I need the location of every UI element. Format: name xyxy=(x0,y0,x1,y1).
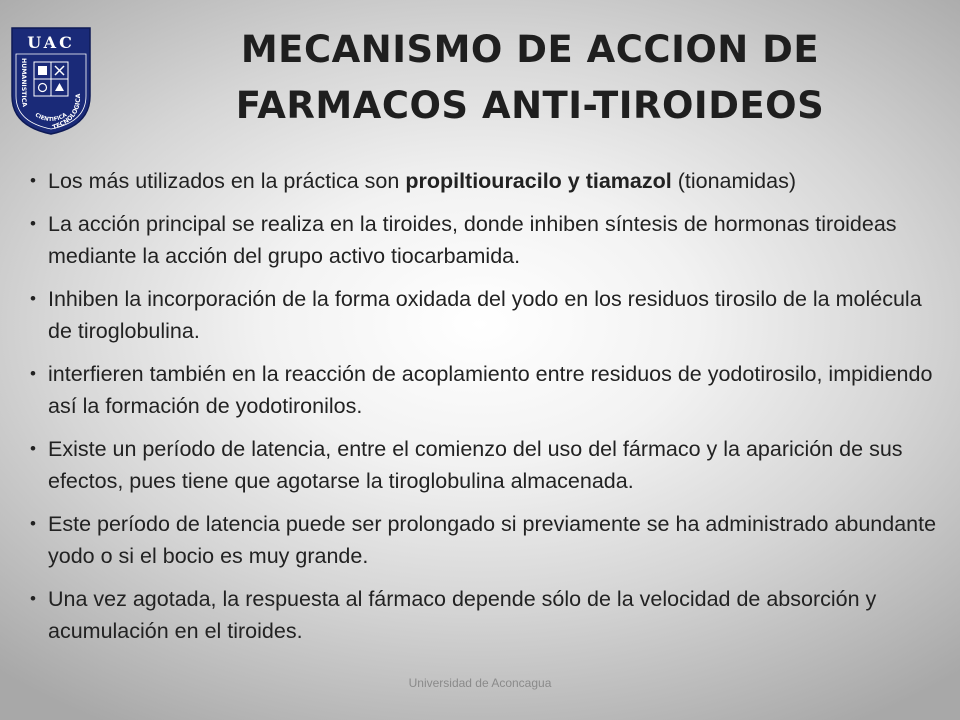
bullet-dot-icon: • xyxy=(30,171,36,190)
bullet-text: Una vez agotada, la respuesta al fármaco depende sólo de la velocidad de absorción y acumulación en el tiroides. xyxy=(48,587,877,643)
svg-text:HUMANISTICA xyxy=(20,58,28,108)
logo-label: UAC xyxy=(27,33,75,52)
bullet-dot-icon: • xyxy=(30,364,36,383)
slide-title-line-1: MECANISMO DE ACCION DE xyxy=(240,28,820,71)
bullet-text: Este período de latencia puede ser prolongado si previamente se ha administrado abundante yodo o si el bocio es muy grande. xyxy=(48,512,937,568)
bullet-item xyxy=(30,283,945,347)
bullet-text: La acción principal se realiza en la tiroides, donde inhiben síntesis de hormonas tiroideas mediante la acción del grupo activo tiocarbamida. xyxy=(48,212,897,268)
bullet-dot-icon: • xyxy=(30,214,36,233)
bullet-item xyxy=(30,433,945,497)
slide-footer: Universidad de Aconcagua xyxy=(408,676,552,690)
bullet-text-post: (tionamidas) xyxy=(671,169,796,193)
logo-arc-bottom: CIENTIFICA xyxy=(33,112,69,124)
bullet-dot-icon: • xyxy=(30,589,36,608)
bullet-item xyxy=(30,358,945,422)
bullet-item xyxy=(30,165,945,197)
university-logo xyxy=(10,26,92,136)
logo-arc-left: HUMANISTICA xyxy=(19,58,29,108)
bullet-text: Existe un período de latencia, entre el comienzo del uso del fármaco y la aparición de sus efectos, pues tiene que agotarse la tiroglobulina almacenada. xyxy=(48,437,903,493)
bullet-text: Inhiben la incorporación de la forma oxidada del yodo en los residuos tirosilo de la molécula de tiroglobulina. xyxy=(48,287,922,343)
slide-title-line-2: FARMACOS ANTI-TIROIDEOS xyxy=(235,84,825,127)
bullet-list xyxy=(30,165,945,658)
bullet-text-pre: Los más utilizados en la práctica son xyxy=(48,169,406,193)
bullet-text: interfieren también en la reacción de acoplamiento entre residuos de yodotirosilo, impidiendo así la formación de yodotironilos. xyxy=(48,362,933,418)
slide-title xyxy=(120,22,940,134)
bullet-item xyxy=(30,208,945,272)
bullet-item xyxy=(30,583,945,647)
bullet-item xyxy=(30,508,945,572)
bullet-text-bold: propiltiouracilo y tiamazol xyxy=(405,169,672,193)
bullet-dot-icon: • xyxy=(30,289,36,308)
bullet-dot-icon: • xyxy=(30,439,36,458)
logo-arc-right: TECNOLOGICA xyxy=(51,93,83,132)
bullet-dot-icon: • xyxy=(30,514,36,533)
